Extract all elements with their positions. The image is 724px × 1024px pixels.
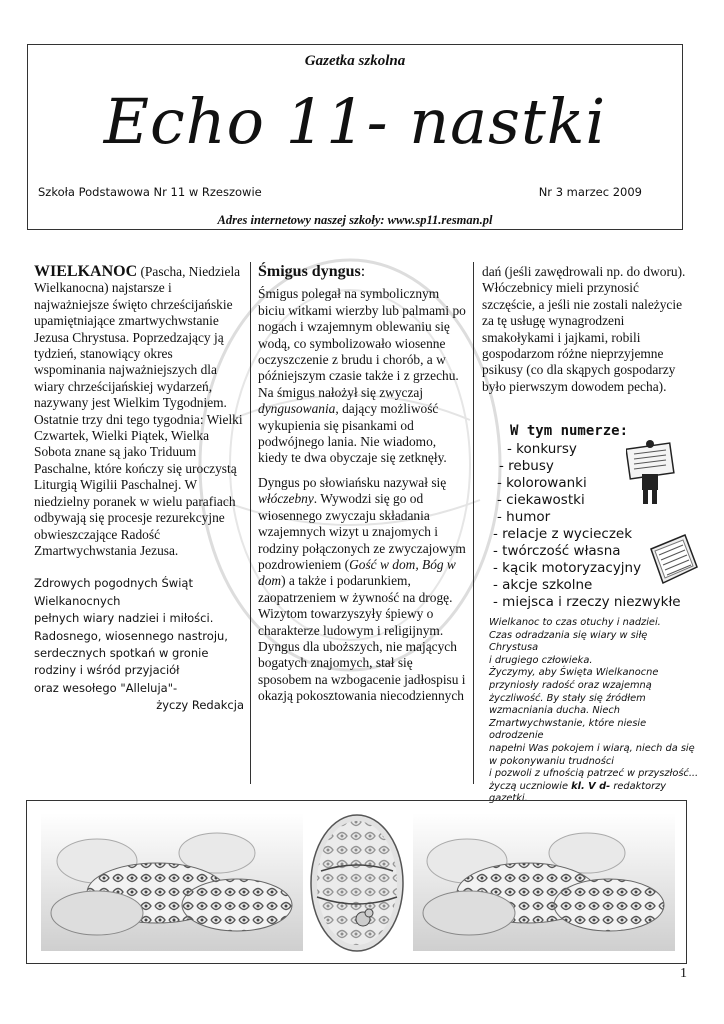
contents-item: - miejsca i rzeczy niezwykłe xyxy=(493,594,681,610)
column-smigus-dyngus xyxy=(258,264,468,705)
contents-item: - akcje szkolne xyxy=(493,577,593,593)
wishes-line: w pokonywaniu trudności xyxy=(489,755,614,767)
column-wielkanoc xyxy=(34,264,244,715)
greeting-line: Wielkanocnych xyxy=(34,593,121,608)
wielkanoc-body: najstarsze i najważniejsze święto chrześcijańskie upamiętniające zmartwychwstanie Jezusa Chrystusa. Poprzedzający ją tydzień, stanowiący okres wspominania najważniejszych dla wiary chrześcijańskiej wydarzeń, nazywany jest Wielkim Tygodniem. Ostatnie trzy dni tego tygodnia: Wielki Czwartek, Wielki Piątek, Wielka Sobota znane są jako Triduum Paschalne, które kończy się uroczystą Liturgią Wigilii Paschalnej. W niedzielny poranek w wielu parafiach odbywają się procesje rezurekcyjne obwieszczające Radość Zmartwychwstania Jezusa. xyxy=(34,280,243,558)
easter-wishes xyxy=(489,617,699,806)
contents-item: - relacje z wycieczek xyxy=(493,526,633,542)
smigus-heading-colon: : xyxy=(360,263,366,280)
contents-item: - humor xyxy=(497,509,551,525)
wishes-line: wzmacniania ducha. Niech xyxy=(489,705,620,717)
greeting-signature: życzy Redakcja xyxy=(156,698,244,713)
smigus-paragraph: Śmigus polegał na symbolicznym biciu witkami wierzby lub palmami po nogach i wzajemnym oblewaniu się wodą, co symbolizowało wiosenne oczyszczenie z brudu i chorób, a w późniejszym czasie także i z grzechu. Na śmigus nałożył się zwyczaj dyngusowania, dający możliwość wykupienia się pisankami od podwójnego lania. Nie wiadomo, kiedy te dwa obyczaje się zetknęły. xyxy=(258,286,466,466)
page-number: 1 xyxy=(680,966,687,981)
column-divider xyxy=(250,262,251,784)
wishes-line: życzliwość. By stały się źródłem xyxy=(489,692,646,704)
gazetka-label: Gazetka szkolna xyxy=(304,53,406,69)
easter-eggs-right xyxy=(413,813,675,951)
easter-eggs-illustration xyxy=(27,801,685,961)
wielkanoc-heading-rest: (Pascha, Niedziela Wielkanocna) xyxy=(34,264,241,296)
contents-item: - rebusy xyxy=(499,458,554,474)
wielkanoc-heading: WIELKANOC xyxy=(34,263,138,280)
wishes-line: i pozwoli z ufnością patrzeć w przyszłość... xyxy=(489,768,699,780)
masthead xyxy=(27,44,683,230)
greeting-line: rodziny i wśród przyjaciół xyxy=(34,663,180,678)
wishes-line: przyniosły radość oraz wzajemną xyxy=(489,679,652,691)
contents-item: - ciekawostki xyxy=(497,492,585,508)
man-reading-newspaper-icon xyxy=(626,440,676,506)
issue-number: Nr 3 marzec 2009 xyxy=(538,185,642,199)
column-continuation xyxy=(482,264,692,395)
wishes-line: i drugiego człowieka. xyxy=(489,654,593,666)
holiday-greeting xyxy=(34,575,244,714)
contents-title: W tym numerze: xyxy=(510,423,629,439)
wishes-line: życzą uczniowie kl. V d- redaktorzy gazetki. xyxy=(489,780,667,805)
wishes-line: Czas odradzania się wiary w siłę Chrystusa xyxy=(489,629,648,654)
continuation-paragraph: dań (jeśli zawędrowali np. do dworu). Włóczebnicy mieli przynosić szczęście, a jeśli nie zostali należycie za tę usługę wynagrodzeni smakołykami i jajkami, robili gospodarzom różne nieprzyjemne psikusy (co dla skąpych gospodarzy było pierwszym dowodem pecha). xyxy=(482,264,686,394)
dyngus-paragraph: Dyngus po słowiańsku nazywał się włóczebny. Wywodzi się go od wiosennego zwyczaju składania wzajemnych wizyt u znajomych i rodziny połączonych ze zwyczajowym pozdrowieniem (Gość w dom, Bóg w dom) a także i podarunkiem, zaopatrzeniem w żywność na drogę. Wizytom towarzyszyły śpiewy o charakterze ludowym i religijnym. Dyngus dla uboższych, nie mających bogatych znajomych, stał się sposobem na wzbogacenie jadłospisu i okazją pokosztowania niecodziennych xyxy=(258,474,466,704)
smigus-heading: Śmigus dyngus xyxy=(258,263,361,280)
easter-egg-illustration-box xyxy=(26,800,687,964)
newspaper-title: Echo 11- nastki xyxy=(103,85,607,158)
wishes-line: napełni Was pokojem i wiarą, niech da się xyxy=(489,742,695,754)
column-divider xyxy=(473,262,474,784)
wielkanoc-article xyxy=(34,264,244,559)
school-name: Szkoła Podstawowa Nr 11 w Rzeszowie xyxy=(38,185,262,199)
greeting-line: pełnych wiary nadziei i miłości. xyxy=(34,611,214,626)
folded-newspaper-icon xyxy=(645,533,701,585)
greeting-line: Radosnego, wiosennego nastroju, xyxy=(34,628,228,643)
greeting-line: Zdrowych pogodnych Świąt xyxy=(34,576,193,591)
website-address: Adres internetowy naszej szkoły: www.sp11.resman.pl xyxy=(217,213,493,227)
wishes-line: Zmartwychwstanie, które niesie odrodzenie xyxy=(489,717,647,742)
contents-item: - twórczość własna xyxy=(493,543,621,559)
contents-item: - kolorowanki xyxy=(497,475,587,491)
greeting-line: serdecznych spotkań w gronie xyxy=(34,645,209,660)
easter-eggs-left xyxy=(41,813,303,951)
contents-item: - konkursy xyxy=(507,441,577,457)
decorated-easter-egg-icon xyxy=(311,815,403,951)
greeting-line: oraz wesołego "Alleluja"- xyxy=(34,680,178,695)
contents-item: - kącik motoryzacyjny xyxy=(493,560,642,576)
wishes-line: Wielkanoc to czas otuchy i nadziei. xyxy=(489,617,661,628)
wishes-line: Życzymy, aby Święta Wielkanocne xyxy=(489,667,659,679)
